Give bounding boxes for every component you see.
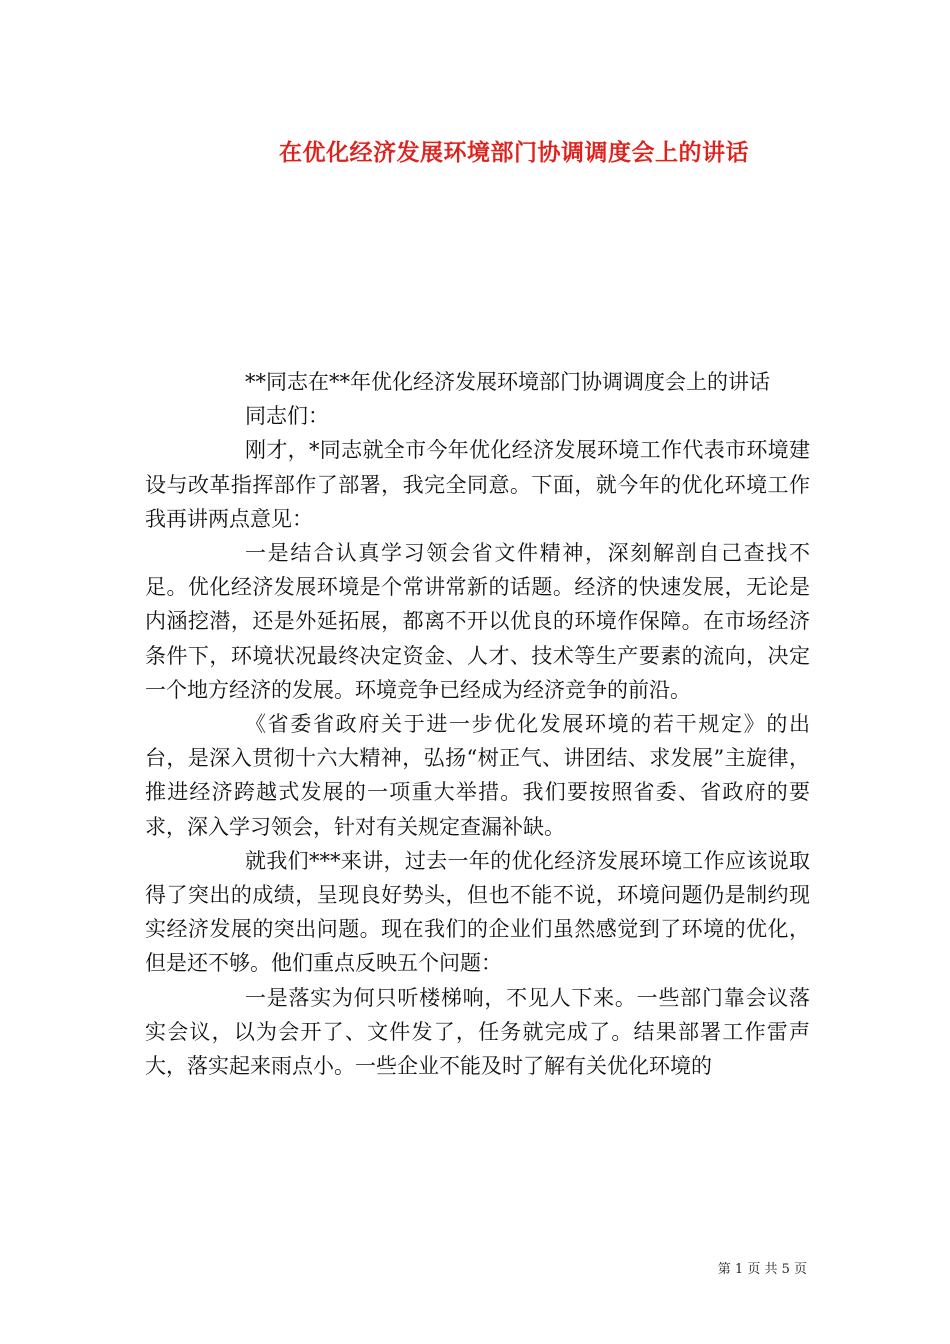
document-title: 在优化经济发展环境部门协调调度会上的讲话 [279, 139, 749, 166]
page-number: 第 1 页 共 5 页 [717, 1262, 807, 1277]
paragraph-5: 一是落实为何只听楼梯响，不见人下来。一些部门靠会议落实会议，以为会开了、文件发了，任务就完成了。结果部署工作雷声大，落实起来雨点小。一些企业不能及时了解有关优化环境的 [145, 985, 810, 1079]
paragraph-4: 就我们***来讲，过去一年的优化经济发展环境工作应该说取得了突出的成绩，呈现良好势头，但也不能不说，环境问题仍是制约现实经济发展的突出问题。现在我们的企业们虽然感觉到了环境的优化，但是还不够。他们重点反映五个问题： [145, 848, 810, 976]
document-body [145, 365, 810, 1083]
paragraph-3: 《省委省政府关于进一步优化发展环境的若干规定》的出台，是深入贯彻十六大精神，弘扬“树正气、讲团结、求发展”主旋律，推进经济跨越式发展的一项重大举措。我们要按照省委、省政府的要求，深入学习领会，针对有关规定查漏补缺。 [145, 712, 810, 839]
salutation: 同志们： [245, 404, 329, 429]
paragraph-2: 一是结合认真学习领会省文件精神，深刻解剖自己查找不足。优化经济发展环境是个常讲常新的话题。经济的快速发展，无论是内涵挖潜，还是外延拓展，都离不开以优良的环境作保障。在市场经济条件下，环境状况最终决定资金、人才、技术等生产要素的流向，决定一个地方经济的发展。环境竞争已经成为经济竞争的前沿。 [145, 541, 810, 702]
page-footer [0, 1258, 807, 1277]
paragraph-1: 刚才，*同志就全市今年优化经济发展环境工作代表市环境建设与改革指挥部作了部署，我完全同意。下面，就今年的优化环境工作我再讲两点意见： [145, 438, 810, 531]
subtitle-line: **同志在**年优化经济发展环境部门协调调度会上的讲话 [245, 370, 770, 394]
